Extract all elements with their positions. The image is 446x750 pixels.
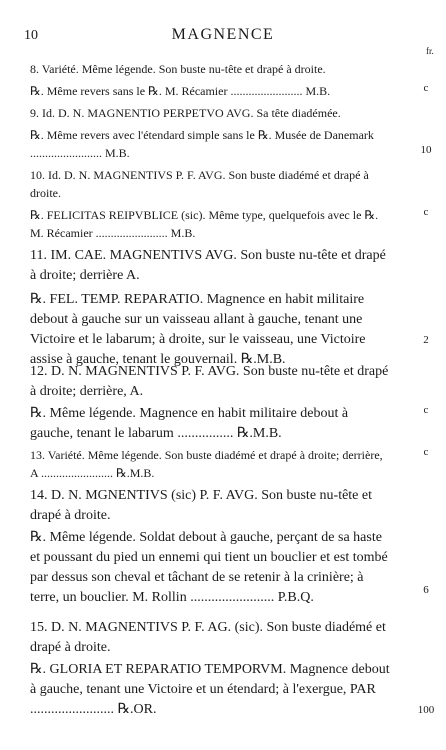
value-margin: 2 bbox=[423, 334, 429, 346]
entry-text: 14. D. N. MGNENTIVS (sic) P. F. AVG. Son buste nu-tête et drapé à droite. bbox=[30, 488, 373, 523]
entry-text: ℞. Même revers avec l'étendard simple sans le ℞. Musée de Danemark ........................ M.B. bbox=[30, 128, 374, 160]
entry-text: ℞. Même légende. Magnence en habit militaire debout à gauche, tenant le labarum ................ ℞.M.B. bbox=[30, 406, 349, 441]
entry-text: ℞. FELICITAS REIPVBLICE (sic). Même type, quelquefois avec le ℞. M. Récamier ........................ M.B. bbox=[30, 208, 379, 240]
entry-text: 10. Id. D. N. MAGNENTIVS P. F. AVG. Son buste diadémé et drapé à droite. bbox=[30, 168, 369, 200]
entry-text: 11. IM. CAE. MAGNENTIVS AVG. Son buste nu-tête et drapé à droite; derrière A. bbox=[30, 248, 386, 283]
value-margin: c bbox=[423, 206, 429, 218]
entry-text: ℞. GLORIA ET REPARATIO TEMPORVM. Magnence debout à gauche, tenant une Victoire et un étendard; à l'exergue, PAR ........................ ℞.OR. bbox=[30, 662, 390, 717]
running-head-right: fr. bbox=[426, 46, 434, 56]
entry-text: ℞. Même revers sans le ℞. M. Récamier ........................ M.B. bbox=[30, 84, 331, 98]
entry-text: ℞. FEL. TEMP. REPARATIO. Magnence en habit militaire debout à gauche sur un vaisseau allant à gauche, tenant une Victoire et le labarum; à droite, sur le vaisseau, une Victoire assise à gauche, tenant le gouvernail. ℞.M.B. bbox=[30, 292, 366, 367]
entry-text: 15. D. N. MAGNENTIVS P. F. AG. (sic). Son buste diadémé et drapé à droite. bbox=[30, 620, 386, 655]
entry-text: 8. Variété. Même légende. Son buste nu-tête et drapé à droite. bbox=[30, 62, 326, 76]
entry-text: 13. Variété. Même légende. Son buste diadémé et drapé à droite; derrière, A ........................ ℞.M.B. bbox=[30, 448, 383, 480]
value-margin: c bbox=[423, 446, 429, 458]
value-margin: 100 bbox=[417, 704, 435, 716]
page-number: 10 bbox=[24, 28, 38, 43]
running-head: MAGNENCE bbox=[171, 26, 275, 43]
entry-text: ℞. Même légende. Soldat debout à gauche, perçant de sa haste et poussant du pied un ennemi qui tient un bouclier et est tombé par dessus son cheval et tâchant de se retenir à la crinière; à terre, un bouclier. M. Rollin ........................ P.B.Q. bbox=[30, 530, 388, 605]
value-margin: 6 bbox=[423, 584, 429, 596]
value-margin: c bbox=[423, 82, 429, 94]
value-margin: c bbox=[423, 404, 429, 416]
entry-text: 12. D. N. MAGNENTIVS P. F. AVG. Son buste nu-tête et drapé à droite; derrière, A. bbox=[30, 364, 389, 399]
value-margin: 10 bbox=[420, 144, 432, 156]
entry-text: 9. Id. D. N. MAGNENTIO PERPETVO AVG. Sa tête diadémée. bbox=[30, 106, 341, 120]
